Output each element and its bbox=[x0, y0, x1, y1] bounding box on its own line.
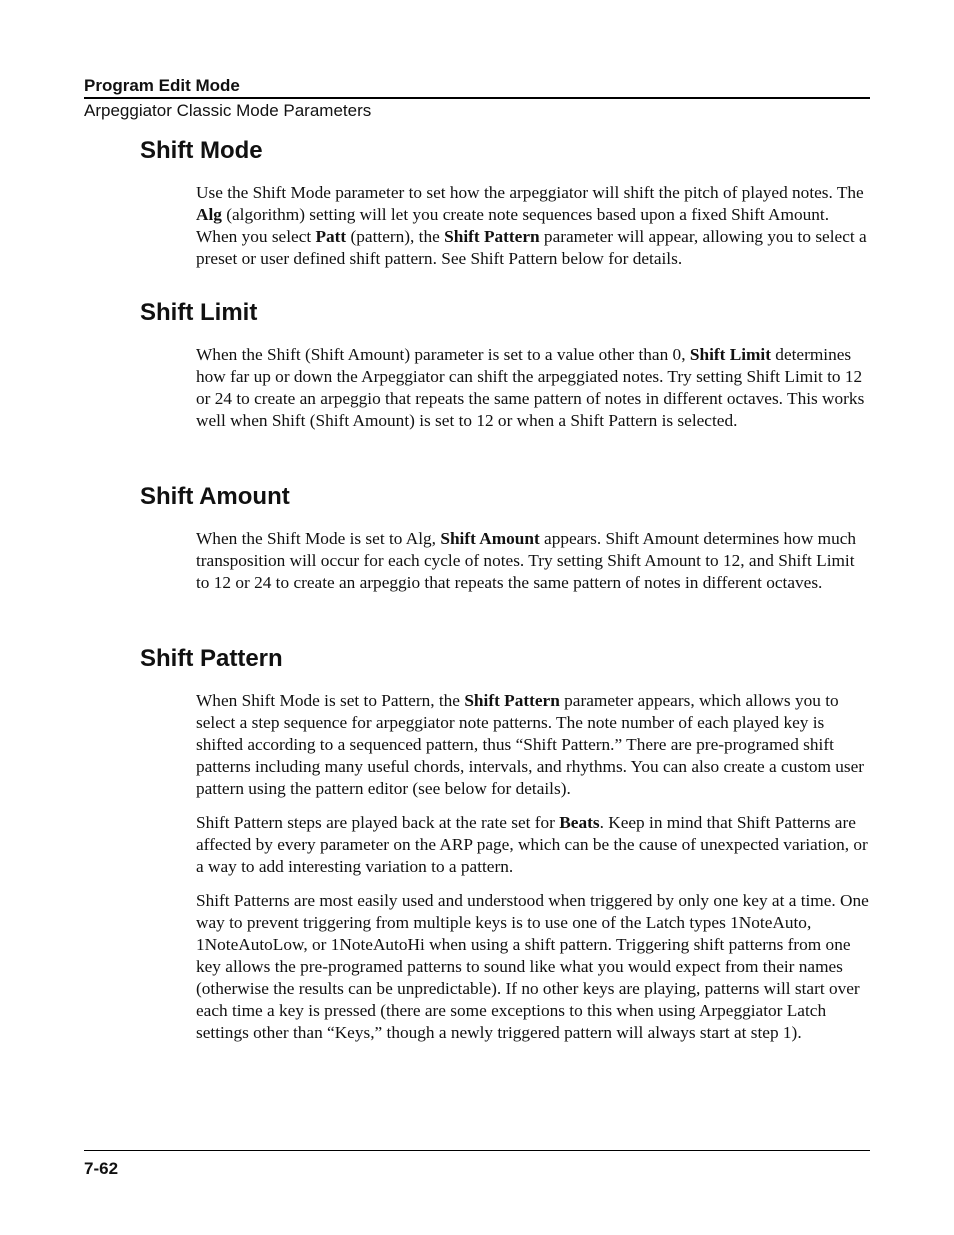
heading-shift-mode: Shift Mode bbox=[140, 137, 263, 164]
running-header-title: Program Edit Mode bbox=[84, 76, 240, 95]
heading-shift-amount: Shift Amount bbox=[140, 483, 290, 510]
footer-rule bbox=[84, 1150, 870, 1151]
header-rule bbox=[84, 97, 870, 99]
paragraph-shift-pattern-2: Shift Pattern steps are played back at the rate set for Beats. Keep in mind that Shift Patterns are affected by every parameter on the ARP page, which can be the cause of unexpected variation, or a way to add interesting variation to a pattern. bbox=[196, 813, 868, 876]
paragraph-shift-amount: When the Shift Mode is set to Alg, Shift Amount appears. Shift Amount determines how much transposition will occur for each cycle of notes. Try setting Shift Amount to 12, and Shift Limit to 12 or 24 to create an arpeggio that repeats the same pattern of notes in different octaves. bbox=[196, 529, 857, 592]
running-header-subtitle: Arpeggiator Classic Mode Parameters bbox=[84, 101, 372, 120]
paragraph-shift-pattern-3: Shift Patterns are most easily used and understood when triggered by only one key at a time. One way to prevent triggering from multiple keys is to use one of the Latch types 1NoteAuto, 1NoteAutoLow, or 1NoteAutoHi when using a shift pattern. Triggering shift patterns from one key allows the pre-programed patterns to sound like what you would expect from their names (otherwise the results can be unpredictable). If no other keys are playing, patterns will start over each time a key is pressed (there are some exceptions to this when using Arpeggiator Latch settings other than “Keys,” though a newly triggered pattern will always start at step 1). bbox=[196, 891, 869, 1042]
paragraph-shift-mode: Use the Shift Mode parameter to set how the arpeggiator will shift the pitch of played notes. The Alg (algorithm) setting will let you create note sequences based upon a fixed Shift Amount. When you select Patt (pattern), the Shift Pattern parameter will appear, allowing you to select a preset or user defined shift pattern. See Shift Pattern below for details. bbox=[196, 183, 867, 268]
page-number: 7-62 bbox=[84, 1159, 119, 1178]
paragraph-shift-pattern-1: When Shift Mode is set to Pattern, the Shift Pattern parameter appears, which allows you to select a step sequence for arpeggiator note patterns. The note number of each played key is shifted according to a sequenced pattern, thus “Shift Pattern.” There are pre-programed shift patterns including many useful chords, intervals, and rhythms. You can also create a custom user pattern using the pattern editor (see below for details). bbox=[196, 691, 865, 798]
paragraph-shift-limit: When the Shift (Shift Amount) parameter is set to a value other than 0, Shift Limit determines how far up or down the Arpeggiator can shift the arpeggiated notes. Try setting Shift Limit to 12 or 24 to create an arpeggio that repeats the same pattern of notes in different octaves. This works well when Shift (Shift Amount) is set to 12 or when a Shift Pattern is selected. bbox=[196, 345, 865, 430]
heading-shift-limit: Shift Limit bbox=[140, 299, 258, 326]
heading-shift-pattern: Shift Pattern bbox=[140, 645, 283, 672]
